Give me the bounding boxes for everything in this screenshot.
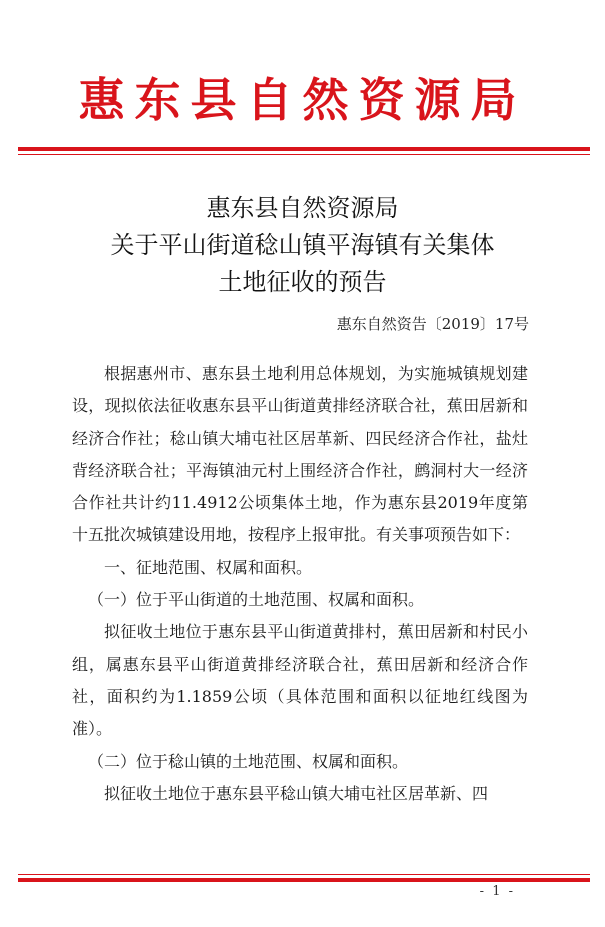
subsection-heading: （二）位于稔山镇的土地范围、权属和面积。 bbox=[88, 751, 409, 771]
footer-rule-thick bbox=[18, 878, 590, 882]
page-number: - 1 - bbox=[479, 884, 515, 899]
paragraph-intro: 根据惠州市、惠东县土地利用总体规划，为实施城镇规划建设，现拟依法征收惠东县平山街道黄排经济联合社，蕉田居新和经济合作社；稔山镇大埔屯社区居革新、四民经济合作社，盐灶背经济联合社；平海镇油元村上围经济合作社，鹧洞村大一经济合作社共计约11.4912公顷集体土地，作为惠东县2019年度第十五批次城镇建设用地，按程序上报审批。有关事项预告如下： bbox=[72, 364, 528, 545]
title-line-2: 关于平山街道稔山镇平海镇有关集体 bbox=[110, 231, 495, 259]
document-title bbox=[0, 190, 605, 301]
title-line-1: 惠东县自然资源局 bbox=[206, 194, 399, 222]
section-heading: 一、征地范围、权属和面积。 bbox=[104, 557, 313, 577]
footer-rule-thin bbox=[18, 874, 590, 875]
paragraph: 拟征收土地位于惠东县平稔山镇大埔屯社区居革新、四 bbox=[104, 783, 489, 803]
paragraph: 拟征收土地位于惠东县平山街道黄排村，蕉田居新和村民小组，属惠东县平山街道黄排经济联合社，蕉田居新和经济合作社，面积约为1.1859公顷（具体范围和面积以征地红线图为准）。 bbox=[72, 622, 528, 739]
masthead-rule-thin bbox=[18, 154, 590, 155]
title-line-3: 土地征收的预告 bbox=[218, 268, 387, 296]
masthead-rule-thick bbox=[18, 147, 590, 151]
subsection-heading: （一）位于平山街道的土地范围、权属和面积。 bbox=[88, 590, 425, 610]
document-number: 惠东自然资告〔2019〕17号 bbox=[336, 315, 529, 333]
masthead: 惠东县自然资源局 bbox=[78, 73, 527, 127]
document-body bbox=[72, 358, 528, 810]
